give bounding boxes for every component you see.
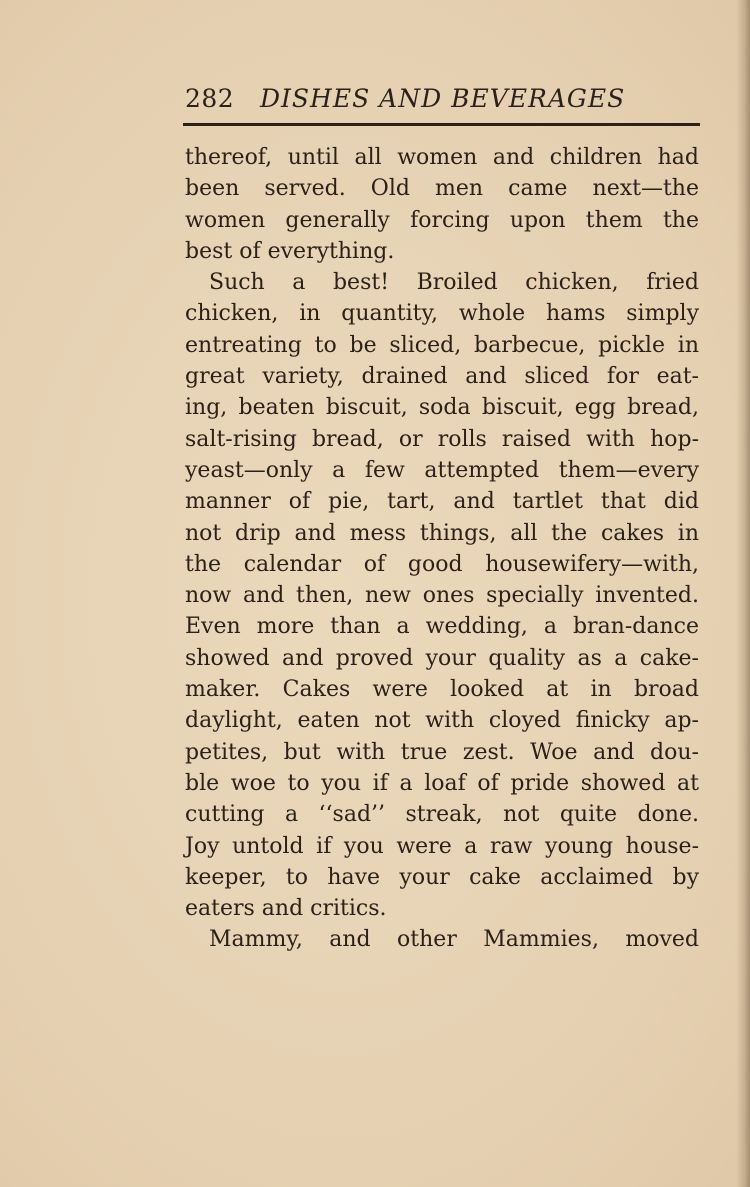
text-line: Mammy, and other Mammies, moved: [209, 927, 699, 953]
text-line: now and then, new ones specially invented.: [185, 583, 699, 609]
text-line: Even more than a wedding, a bran-dance: [185, 614, 699, 640]
text-line: entreating to be sliced, barbecue, pickle in: [185, 332, 699, 358]
text-line: Such a best! Broiled chicken, fried: [209, 270, 699, 296]
text-line: petites, but with true zest. Woe and dou-: [185, 739, 699, 765]
text-line: ble woe to you if a loaf of pride showed at: [185, 770, 699, 796]
text-line: cutting a ‘‘sad’’ streak, not quite done.: [185, 802, 699, 828]
text-line: great variety, drained and sliced for eat-: [185, 364, 699, 390]
text-line: been served. Old men came next—the: [185, 176, 699, 202]
text-line: thereof, until all women and children had: [185, 145, 699, 170]
body-text: [185, 142, 699, 956]
page-number: 282: [185, 84, 235, 113]
running-header: [185, 84, 700, 118]
text-line: the calendar of good housewifery—with,: [185, 551, 699, 577]
text-line: maker. Cakes were looked at in broad: [185, 677, 699, 703]
text-line: keeper, to have your cake acclaimed by: [185, 864, 699, 890]
text-line: daylight, eaten not with cloyed finicky ap-: [185, 708, 699, 734]
text-line: Joy untold if you were a raw young house-: [185, 833, 699, 859]
text-line: eaters and critics.: [185, 896, 387, 922]
running-title: DISHES AND BEVERAGES: [260, 84, 626, 113]
text-line: not drip and mess things, all the cakes in: [185, 520, 699, 546]
text-line: women generally forcing upon them the: [185, 207, 699, 233]
page-edge-shadow: [736, 0, 750, 1187]
text-line: yeast—only a few attempted them—every: [185, 457, 699, 483]
text-line: chicken, in quantity, whole hams simply: [185, 301, 699, 327]
text-line: manner of pie, tart, and tartlet that did: [185, 489, 699, 515]
text-line: ing, beaten biscuit, soda biscuit, egg bread,: [185, 395, 699, 421]
text-line: salt-rising bread, or rolls raised with hop-: [185, 426, 699, 452]
header-rule: [183, 123, 700, 126]
text-line: showed and proved your quality as a cake-: [185, 645, 699, 671]
text-line: best of everything.: [185, 238, 395, 264]
